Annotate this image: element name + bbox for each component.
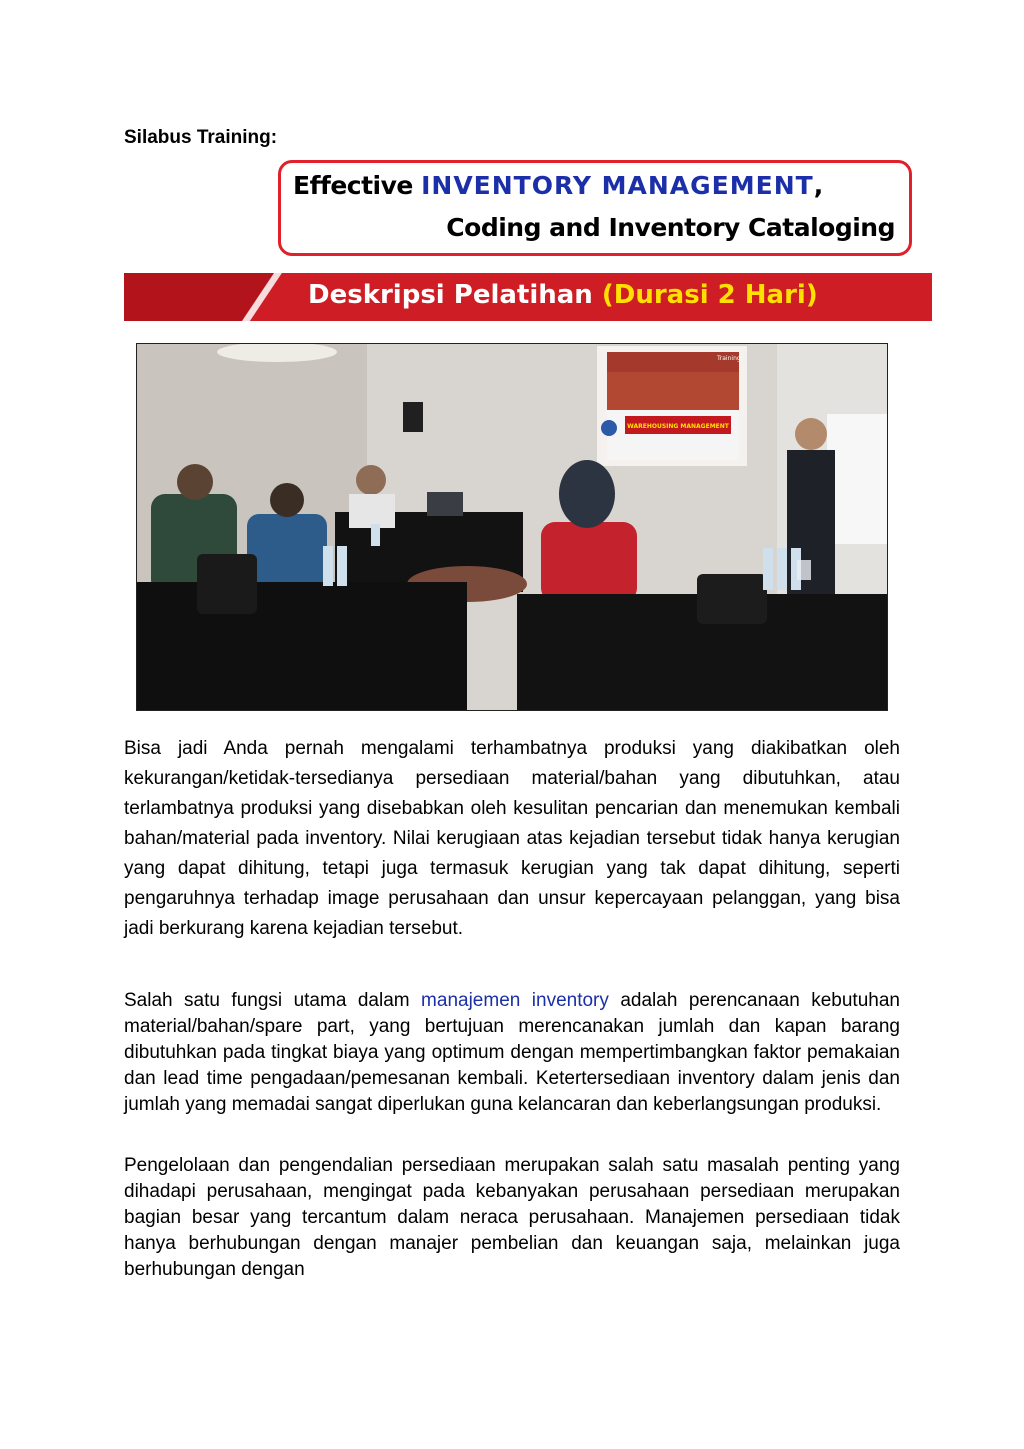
- description-banner: [124, 273, 932, 321]
- banner-duration: (Durasi 2 Hari): [601, 280, 818, 310]
- screen-title: WAREHOUSING MANAGEMENT: [627, 423, 729, 430]
- paragraph-2: [124, 988, 900, 1118]
- syllabus-heading: Silabus Training:: [124, 127, 278, 148]
- banner-text: [308, 280, 818, 310]
- paragraph-2-rest: adalah perencanaan kebutuhan material/bahan/spare part, yang bertujuan merencanakan jumlah dan kapan barang dibutuhkan pada tingkat biaya yang optimum dengan mempertimbangkan faktor pemakaian dan lead time pengadaan/pemesanan kembali. Ketertersediaan inventory dalam jenis dan jumlah yang memadai sangat diperlukan guna kelancaran dan keberlangsungan produksi.: [124, 990, 900, 1115]
- title-highlight: INVENTORY MANAGEMENT: [421, 171, 814, 200]
- title-suffix: ,: [813, 171, 823, 200]
- paragraph-1: Bisa jadi Anda pernah mengalami terhambatnya produksi yang diakibatkan oleh kekurangan/ketidak-tersedianya persediaan material/bahan yang dibutuhkan, atau terlambatnya produksi yang disebabkan oleh kesulitan pencarian dan menemukan kembali bahan/material pada inventory. Nilai kerugiaan atas kejadian tersebut tidak hanya kerugian yang dapat dihitung, tetapi juga termasuk kerugian yang tak dapat dihitung, seperti pengaruhnya terhadap image perusahaan dan unsur kepercayaan pelanggan, yang bisa jadi berkurang karena kejadian tersebut.: [124, 738, 900, 939]
- paragraph-2-start: Salah satu fungsi utama dalam: [124, 990, 422, 1011]
- course-title-line1: [293, 171, 823, 200]
- banner-label: Deskripsi Pelatihan: [308, 280, 602, 310]
- course-title-line2: Coding and Inventory Cataloging: [446, 213, 895, 242]
- manajemen-inventory-link[interactable]: manajemen inventory: [421, 990, 609, 1011]
- paragraph-3: Pengelolaan dan pengendalian persediaan merupakan salah satu masalah penting yang dihadapi perusahaan, mengingat pada kebanyakan perusahaan persediaan merupakan bagian besar yang tercantum dalam neraca perusahaan. Manajemen persediaan tidak hanya berhubungan dengan manajer pembelian dan keuangan saja, melainkan juga berhubungan dengan: [124, 1155, 900, 1280]
- training-photo: [136, 343, 888, 711]
- title-prefix: Effective: [293, 171, 422, 200]
- training-room-image: [137, 344, 887, 710]
- course-title-box: [278, 160, 912, 256]
- screen-tag: Training: [717, 355, 741, 362]
